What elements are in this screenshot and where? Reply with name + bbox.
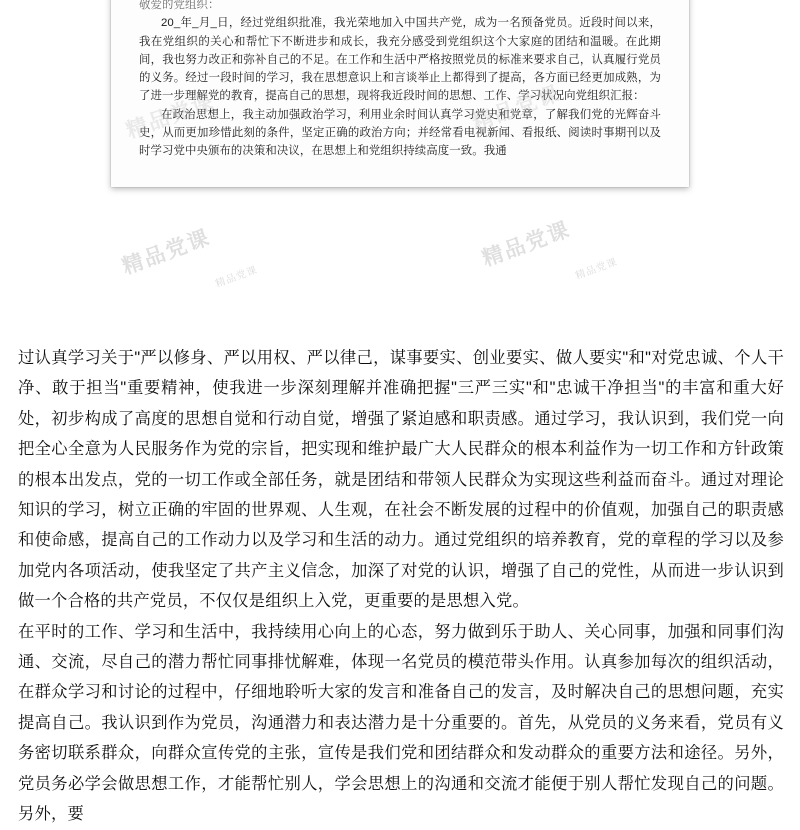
page-body-text xyxy=(18,343,784,830)
embedded-document-body xyxy=(111,0,689,161)
watermark-mid-right: 精品党课 xyxy=(479,217,574,271)
document-salutation: 敬爱的党组织： xyxy=(139,0,220,11)
watermark-small-right: 精品党课 xyxy=(574,256,620,283)
document-paragraph-2: 在政治思想上，我主动加强政治学习，利用业余时间认真学习党史和党章，了解我们党的光辉奋斗史，从而更加珍惜此刻的条件，坚定正确的政治方向；并经常看电视新闻、看报纸、阅读时事期刊以及时学习党中央颁布的决策和决议，在思想上和党组织持续高度一致。我通 xyxy=(139,108,661,158)
body-paragraph-2: 在平时的工作、学习和生活中，我持续用心向上的心态，努力做到乐于助人、关心同事，加强和同事们沟通、交流，尽自己的潜力帮忙同事排忧解难，体现一名党员的模范带头作用。认真参加每次的组织活动，在群众学习和讨论的过程中，仔细地聆听大家的发言和准备自己的发言，及时解决自己的思想问题，充实提高自己。我认识到作为党员，沟通潜力和表达潜力是十分重要的。首先，从党员的义务来看，党员有义务密切联系群众，向群众宣传党的主张，宣传是我们党和团结群众和发动群众的重要方法和途径。另外，党员务必学会做思想工作，才能帮忙别人，学会思想上的沟通和交流才能便于别人帮忙发现自己的问题。另外，要 xyxy=(18,622,784,824)
watermark-small-left: 精品党课 xyxy=(214,264,260,291)
document-paragraph-1: 20_年_月_日，经过党组织批准，我光荣地加入中国共产党，成为一名预备党员。近段时间以来，我在党组织的关心和帮忙下不断进步和成长，我充分感受到党组织这个大家庭的团结和温暖。在此期间，我也努力改正和弥补自己的不足。在工作和生活中严格按照党员的标准来要求自己，认真履行党员的义务。经过一段时间的学习，我在思想意识上和言谈举止上都得到了提高，各方面已经更加成熟，为了进一步理解党的教育，提高自己的思想，现将我近段时间的思想、工作、学习状况向党组织汇报： xyxy=(139,17,661,103)
watermark-top-right: 精品党课 xyxy=(469,81,564,135)
watermark-top-left: 精品党课 xyxy=(123,89,218,143)
watermark-mid-left: 精品党课 xyxy=(119,225,214,279)
body-paragraph-1: 过认真学习关于"严以修身、严以用权、严以律己，谋事要实、创业要实、做人要实"和"对党忠诚、个人干净、敢于担当"重要精神，使我进一步深刻理解并准确把握"三严三实"和"忠诚干净担当"的丰富和重大好处，初步构成了高度的思想自觉和行动自觉，增强了紧迫感和职责感。通过学习，我认识到，我们党一向把全心全意为人民服务作为党的宗旨，把实现和维护最广大人民群众的根本利益作为一切工作和方针政策的根本出发点，党的一切工作或全部任务，就是团结和带领人民群众为实现这些利益而奋斗。通过对理论知识的学习，树立正确的牢固的世界观、人生观，在社会不断发展的过程中的价值观，加强自己的职责感和使命感，提高自己的工作动力以及学习和生活的动力。通过党组织的培养教育，党的章程的学习以及参加党内各项活动，使我坚定了共产主义信念，加深了对党的认识，增强了自己的党性，从而进一步认识到做一个合格的共产党员，不仅仅是组织上入党，更重要的是思想入党。 xyxy=(18,349,784,611)
